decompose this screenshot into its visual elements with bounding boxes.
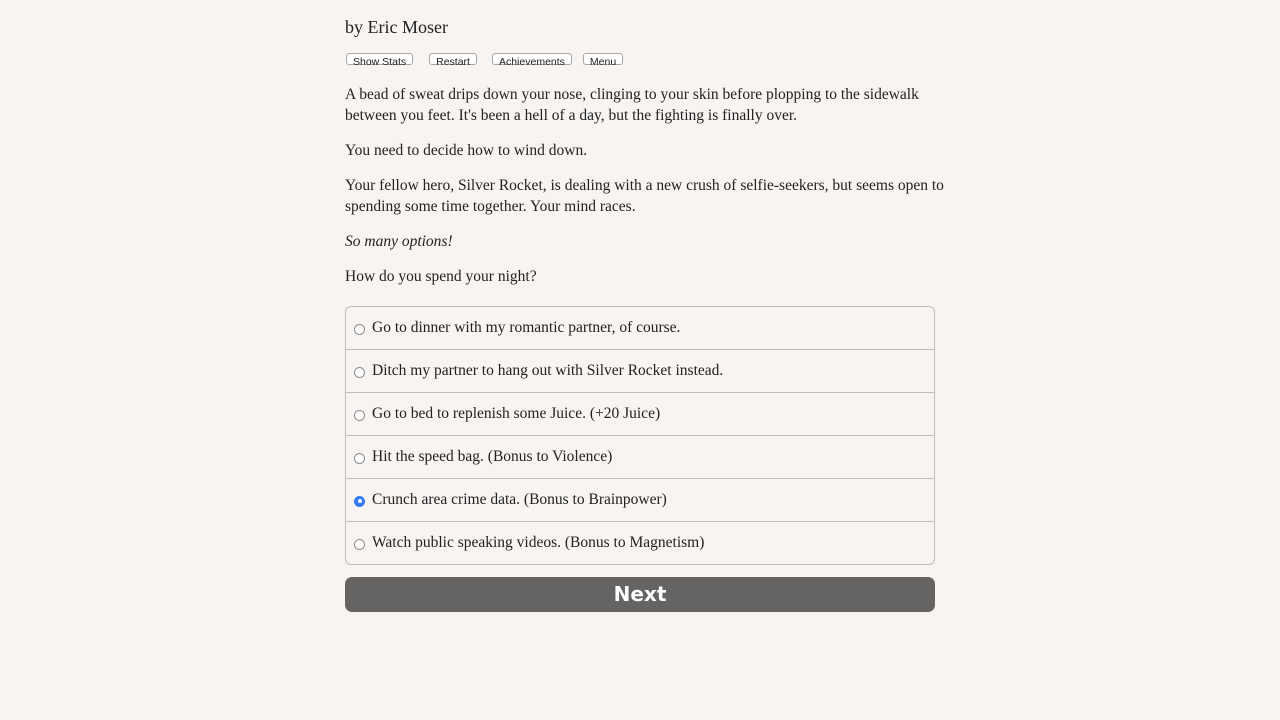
passage-paragraph-italic: So many options! <box>345 233 453 250</box>
choice-prompt: How do you spend your night? <box>345 268 537 285</box>
radio-button-selected[interactable] <box>354 496 365 507</box>
next-button[interactable]: Next <box>345 577 935 612</box>
menu-button[interactable]: Menu <box>583 53 623 65</box>
choice-label: Crunch area crime data. (Bonus to Brainpower) <box>372 491 667 508</box>
choice-option-crime-data[interactable] <box>346 479 934 522</box>
show-stats-button[interactable]: Show Stats <box>346 53 413 65</box>
choice-label: Ditch my partner to hang out with Silver Rocket instead. <box>372 362 724 379</box>
radio-button[interactable] <box>354 539 365 550</box>
choice-option-dinner[interactable] <box>346 307 934 350</box>
choice-option-speed-bag[interactable] <box>346 436 934 479</box>
achievements-button[interactable]: Achievements <box>492 53 572 65</box>
choice-list <box>345 306 935 565</box>
choice-option-silver-rocket[interactable] <box>346 350 934 393</box>
radio-button[interactable] <box>354 324 365 335</box>
restart-button[interactable]: Restart <box>429 53 477 65</box>
game-toolbar <box>346 53 623 68</box>
radio-button[interactable] <box>354 367 365 378</box>
story-passage <box>345 84 945 301</box>
passage-paragraph: Your fellow hero, Silver Rocket, is dealing with a new crush of selfie-seekers, but seems open to spending some time together. Your mind races. <box>345 177 944 215</box>
choice-label: Hit the speed bag. (Bonus to Violence) <box>372 448 613 465</box>
radio-button[interactable] <box>354 410 365 421</box>
passage-paragraph: A bead of sweat drips down your nose, clinging to your skin before plopping to the sidewalk between you feet. It's been a hell of a day, but the fighting is finally over. <box>345 86 919 124</box>
choice-label: Go to bed to replenish some Juice. (+20 Juice) <box>372 405 661 422</box>
choice-label: Watch public speaking videos. (Bonus to Magnetism) <box>372 534 705 551</box>
passage-paragraph: You need to decide how to wind down. <box>345 142 588 159</box>
game-author: by Eric Moser <box>345 17 448 37</box>
choice-option-public-speaking[interactable] <box>346 522 934 564</box>
choice-option-bed[interactable] <box>346 393 934 436</box>
choice-label: Go to dinner with my romantic partner, of course. <box>372 319 681 336</box>
radio-button[interactable] <box>354 453 365 464</box>
